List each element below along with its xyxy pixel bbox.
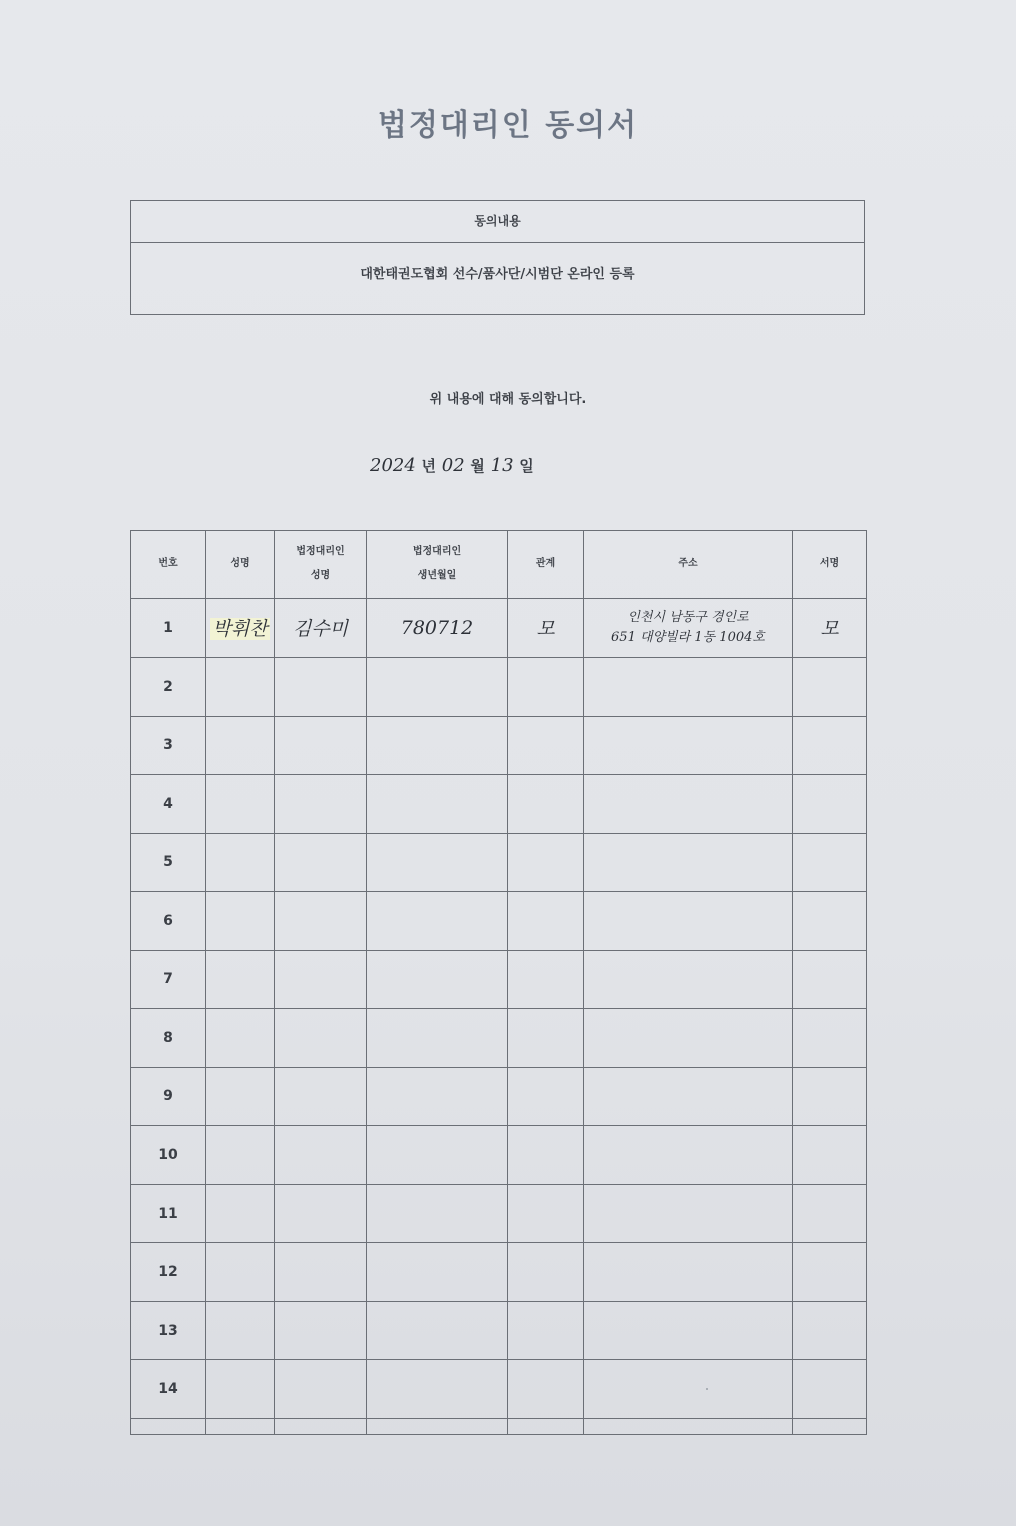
table-row	[131, 658, 867, 717]
address	[584, 1126, 793, 1185]
table-row	[131, 1243, 867, 1302]
student-name	[206, 598, 275, 658]
guardian-dob	[367, 950, 508, 1009]
header-guardian-dob-line2: 생년월일	[417, 570, 457, 582]
date-day-label: 일	[519, 457, 534, 475]
guardian-name	[275, 775, 367, 834]
guardian-dob	[367, 833, 508, 892]
agreement-statement: 위 내용에 대해 동의합니다.	[429, 392, 587, 407]
signature	[793, 716, 867, 775]
signature	[793, 1243, 867, 1302]
student-name	[206, 1184, 275, 1243]
relation	[508, 892, 584, 951]
header-guardian-name	[275, 531, 367, 599]
student-name	[206, 950, 275, 1009]
signature	[793, 892, 867, 951]
address	[584, 1243, 793, 1302]
student-name	[206, 1009, 275, 1068]
paper-speck	[706, 1388, 708, 1390]
student-name	[206, 1301, 275, 1360]
guardian-dob	[367, 892, 508, 951]
table-row	[131, 775, 867, 834]
guardian-dob	[367, 1184, 508, 1243]
relation	[508, 950, 584, 1009]
header-signature: 서명	[793, 531, 867, 599]
relation	[508, 658, 584, 717]
address	[584, 1067, 793, 1126]
relation	[508, 1360, 584, 1419]
header-guardian-name-line2: 성명	[310, 570, 331, 582]
guardian-name	[275, 1067, 367, 1126]
row-number: 3	[131, 716, 206, 775]
signature	[793, 1009, 867, 1068]
guardian-name	[275, 950, 367, 1009]
student-name	[206, 1243, 275, 1302]
address	[584, 833, 793, 892]
address	[584, 1301, 793, 1360]
guardian-name	[275, 1009, 367, 1068]
table-header-row	[131, 531, 867, 599]
row-number: 8	[131, 1009, 206, 1068]
student-name	[206, 1067, 275, 1126]
student-name	[206, 775, 275, 834]
table-row	[131, 950, 867, 1009]
address	[584, 1360, 793, 1419]
student-name	[206, 1360, 275, 1419]
table-row	[131, 833, 867, 892]
table-row	[131, 598, 867, 658]
signature	[793, 1360, 867, 1419]
guardian-name	[275, 1126, 367, 1185]
guardian-consent-table	[130, 530, 867, 1435]
table-row	[131, 1301, 867, 1360]
row-number: 1	[131, 598, 206, 658]
table-row	[131, 1126, 867, 1185]
date-day: 13	[490, 455, 514, 476]
table-row	[131, 1184, 867, 1243]
row-number: 2	[131, 658, 206, 717]
address	[584, 716, 793, 775]
row-number: 5	[131, 833, 206, 892]
table-row-partial	[131, 1418, 867, 1434]
document-title: 법정대리인 동의서	[377, 108, 639, 143]
student-name	[206, 833, 275, 892]
header-number: 번호	[131, 531, 206, 599]
date-year-label: 년	[421, 457, 437, 475]
guardian-dob: 780712	[367, 598, 508, 658]
header-address: 주소	[584, 531, 793, 599]
address	[584, 950, 793, 1009]
relation	[508, 1067, 584, 1126]
signature	[793, 1301, 867, 1360]
row-number: 11	[131, 1184, 206, 1243]
header-relation: 관계	[508, 531, 584, 599]
consent-content-box	[130, 200, 865, 315]
guardian-dob	[367, 1009, 508, 1068]
row-number: 12	[131, 1243, 206, 1302]
signature	[793, 833, 867, 892]
guardian-dob	[367, 1126, 508, 1185]
relation	[508, 1009, 584, 1068]
guardian-dob	[367, 1243, 508, 1302]
row-number: 10	[131, 1126, 206, 1185]
relation	[508, 1126, 584, 1185]
header-name: 성명	[206, 531, 275, 599]
guardian-name	[275, 1301, 367, 1360]
table-row	[131, 1067, 867, 1126]
date-month: 02	[441, 455, 465, 476]
guardian-dob	[367, 1360, 508, 1419]
row-number: 6	[131, 892, 206, 951]
table-row	[131, 892, 867, 951]
signature	[793, 1126, 867, 1185]
address	[584, 775, 793, 834]
guardian-name	[275, 833, 367, 892]
signature: 모	[793, 598, 867, 658]
header-guardian-dob	[367, 531, 508, 599]
row-number: 14	[131, 1360, 206, 1419]
consent-content-header: 동의내용	[131, 201, 864, 243]
date-month-label: 월	[470, 457, 485, 475]
header-guardian-name-line1: 법정대리인	[296, 546, 345, 558]
consent-content-text: 대한태권도협회 선수/품사단/시범단 온라인 등록	[360, 267, 635, 282]
date-year: 2024	[370, 455, 416, 476]
student-name-text: 박휘찬	[212, 618, 268, 641]
signature	[793, 1184, 867, 1243]
student-name	[206, 1126, 275, 1185]
guardian-name	[275, 716, 367, 775]
guardian-dob	[367, 658, 508, 717]
guardian-dob	[367, 1067, 508, 1126]
guardian-dob	[367, 775, 508, 834]
guardian-name	[275, 658, 367, 717]
row-number: 4	[131, 775, 206, 834]
table-row	[131, 1360, 867, 1419]
signature	[793, 1067, 867, 1126]
address	[584, 658, 793, 717]
address	[584, 1184, 793, 1243]
guardian-name: 김수미	[275, 598, 367, 658]
table-row	[131, 1009, 867, 1068]
row-number: 13	[131, 1301, 206, 1360]
signature	[793, 775, 867, 834]
relation	[508, 775, 584, 834]
address	[584, 598, 793, 658]
header-guardian-dob-line1: 법정대리인	[412, 546, 462, 558]
student-name	[206, 716, 275, 775]
relation	[508, 716, 584, 775]
relation	[508, 833, 584, 892]
guardian-dob	[367, 716, 508, 775]
signature	[793, 950, 867, 1009]
guardian-dob	[367, 1301, 508, 1360]
guardian-name	[275, 1243, 367, 1302]
table-row	[131, 716, 867, 775]
signing-date	[370, 455, 534, 476]
guardian-name	[275, 1184, 367, 1243]
guardian-name	[275, 892, 367, 951]
student-name	[206, 658, 275, 717]
guardian-name	[275, 1360, 367, 1419]
row-number: 7	[131, 950, 206, 1009]
relation: 모	[508, 598, 584, 658]
address-line-2: 651 대양빌라 1동 1004호	[611, 629, 765, 645]
address	[584, 892, 793, 951]
relation	[508, 1184, 584, 1243]
address-line-1: 인천시 남동구 경인로	[627, 609, 749, 625]
relation	[508, 1301, 584, 1360]
row-number: 9	[131, 1067, 206, 1126]
relation	[508, 1243, 584, 1302]
student-name	[206, 892, 275, 951]
signature	[793, 658, 867, 717]
address	[584, 1009, 793, 1068]
